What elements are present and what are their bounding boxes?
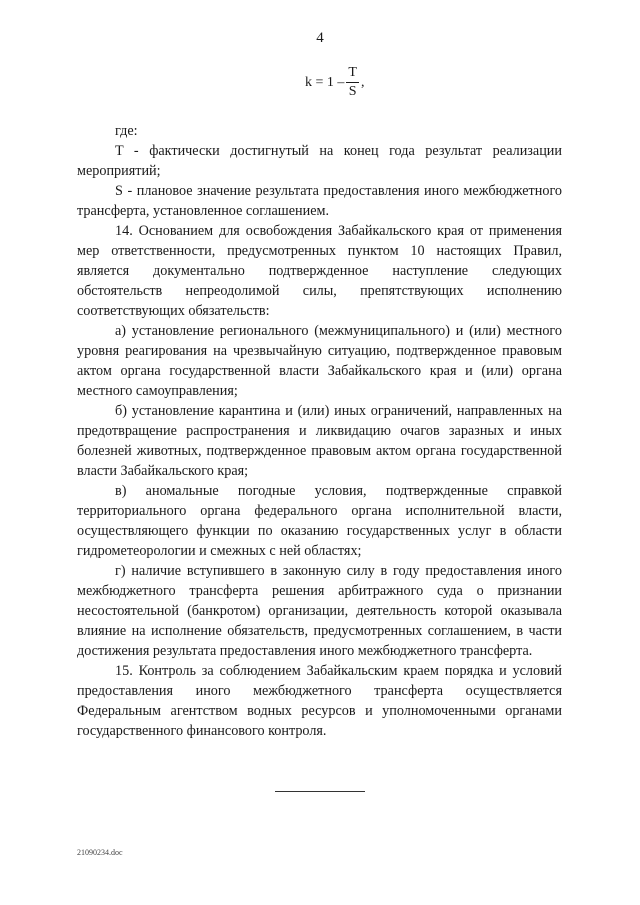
formula-tail: ,	[360, 74, 365, 90]
page-number: 4	[316, 30, 324, 46]
paragraph-t-definition: T - фактически достигнутый на конец года результат реализации мероприятий;	[77, 143, 562, 179]
paragraph-clause-14: 14. Основанием для освобождения Забайкальского края от применения мер ответственности, предусмотренных пунктом 10 настоящих Правил, является документально подтвержденное наступление следующих обстоятельств непреодолимой силы, препятствующих исполнению соответствующих обязательств:	[77, 223, 562, 319]
paragraph-item-b: б) установление карантина и (или) иных ограничений, направленных на предотвращение распространения и ликвидацию очагов заразных и иных болезней животных, подтвержденное правовым актом органа государственной власти Забайкальского края;	[77, 403, 562, 479]
formula-lhs: k = 1 –	[305, 74, 345, 90]
formula-numerator: T	[346, 66, 359, 83]
document-body	[77, 121, 562, 741]
paragraph-item-g: г) наличие вступившего в законную силу в году предоставления иного межбюджетного трансферта решения арбитражного суда о признании несостоятельной (банкротом) организации, деятельность которой оказывала влияние на исполнение обязательств, предусмотренных соглашением, в части достижения результата предоставления иного межбюджетного трансферта.	[77, 563, 562, 659]
formula-denominator: S	[348, 84, 357, 99]
separator-line	[275, 791, 365, 792]
paragraph-where: где:	[115, 123, 138, 139]
paragraph-s-definition: S - плановое значение результата предоставления иного межбюджетного трансферта, установленное соглашением.	[77, 183, 562, 219]
paragraph-clause-15: 15. Контроль за соблюдением Забайкальским краем порядка и условий предоставления иного межбюджетного трансферта осуществляется Федеральным агентством водных ресурсов и уполномоченными органами государственного финансового контроля.	[77, 663, 562, 739]
paragraph-item-a: а) установление регионального (межмуниципального) и (или) местного уровня реагирования на чрезвычайную ситуацию, подтвержденное правовым актом органа государственной власти Забайкальского края и (или) органа местного самоуправления;	[77, 323, 562, 399]
formula-fraction	[346, 66, 359, 99]
paragraph-item-v: в) аномальные погодные условия, подтвержденные справкой территориального органа федерального органа исполнительной власти, осуществляющего функции по оказанию государственных услуг в области гидрометеорологии и смежных с ней областях;	[77, 483, 562, 559]
formula	[305, 66, 364, 99]
footer-document-code: 21090234.doc	[77, 848, 123, 857]
